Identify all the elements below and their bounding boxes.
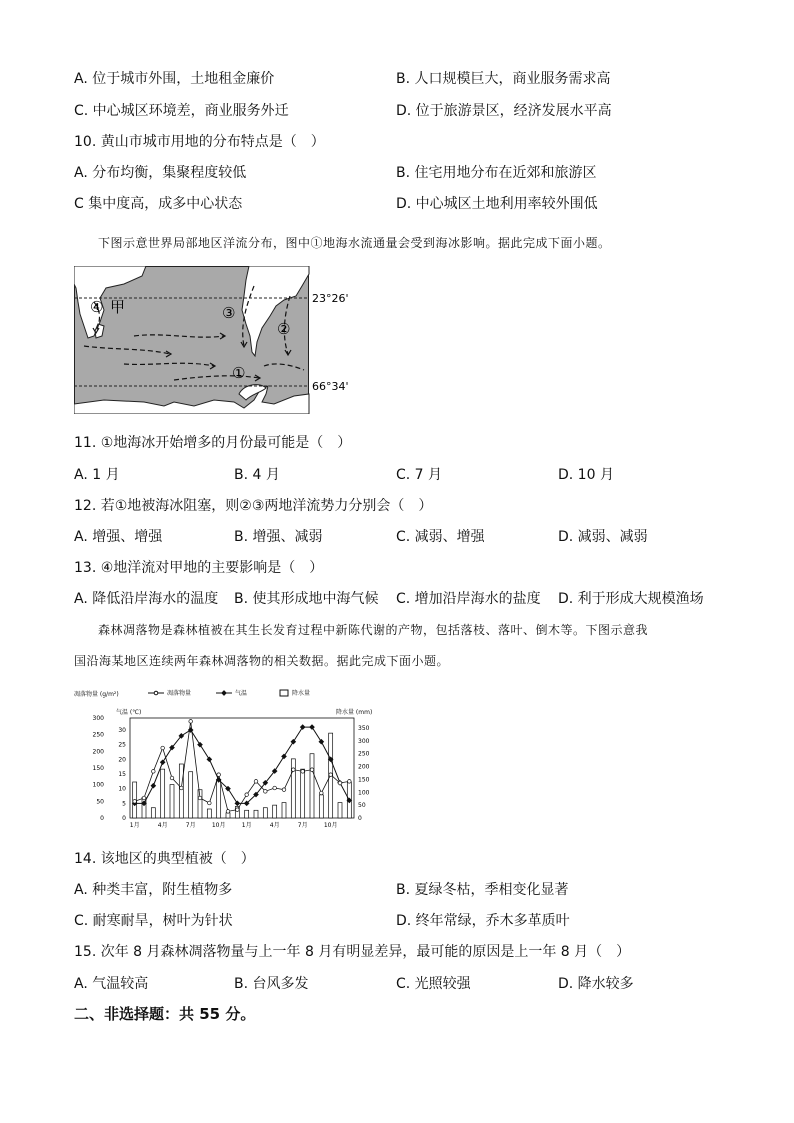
temperature-point bbox=[151, 783, 157, 789]
litter-point bbox=[236, 808, 240, 812]
marker-3: ③ bbox=[222, 304, 236, 322]
precip-bar bbox=[254, 810, 258, 818]
precip-bar bbox=[198, 790, 202, 818]
precip-bar bbox=[189, 772, 193, 818]
precip-bar bbox=[207, 809, 211, 818]
litter-point bbox=[161, 746, 165, 750]
intro-ocean-currents: 下图示意世界局部地区洋流分布，图中①地海水流通量会受到海冰影响。据此完成下面小题。 bbox=[98, 236, 611, 250]
y-left-axis-label: 凋落物量 (g/m²) bbox=[74, 691, 119, 698]
q14-option-d: D. 终年常绿，乔木多革质叶 bbox=[396, 913, 570, 929]
litter-point bbox=[133, 800, 137, 804]
y-left-tick: 200 bbox=[92, 748, 104, 756]
legend-litter: 凋落物量 bbox=[167, 690, 192, 697]
litter-point bbox=[301, 770, 305, 774]
temperature-point bbox=[291, 739, 297, 745]
ocean-current-map bbox=[74, 266, 364, 414]
y-mid-tick: 30 bbox=[118, 727, 126, 734]
precip-bar bbox=[179, 764, 183, 818]
q13-option-c: C. 增加沿岸海水的盐度 bbox=[396, 591, 541, 607]
litter-point bbox=[282, 788, 286, 792]
litter-point bbox=[245, 793, 249, 797]
y-mid-tick: 25 bbox=[118, 741, 126, 749]
precip-bar bbox=[310, 754, 314, 818]
precip-bar bbox=[245, 810, 249, 818]
temperature-point bbox=[197, 742, 203, 748]
temperature-point bbox=[281, 754, 287, 760]
precip-bar bbox=[217, 779, 221, 818]
y-right-tick: 100 bbox=[358, 789, 370, 797]
y-mid-tick: 10 bbox=[118, 785, 126, 793]
litter-point bbox=[217, 773, 221, 777]
y-right-tick: 350 bbox=[358, 725, 370, 732]
temperature-point bbox=[235, 801, 241, 807]
temperature-point bbox=[309, 724, 315, 730]
q15-option-c: C. 光照较强 bbox=[396, 976, 471, 992]
temperature-line bbox=[135, 727, 350, 803]
litter-point bbox=[226, 810, 230, 814]
legend-marker-precip bbox=[280, 690, 288, 696]
y-mid-tick: 15 bbox=[118, 771, 126, 778]
q11-option-d: D. 10 月 bbox=[558, 467, 614, 483]
q11-option-c: C. 7 月 bbox=[396, 467, 443, 483]
q10-option-c: C 集中度高，成多中心状态 bbox=[74, 196, 243, 212]
marker-2: ② bbox=[277, 320, 291, 338]
litter-point bbox=[254, 780, 258, 784]
q14-option-a: A. 种类丰富，附生植物多 bbox=[74, 882, 233, 898]
precip-bar bbox=[226, 813, 230, 818]
precip-bar bbox=[338, 803, 342, 818]
temperature-point bbox=[160, 759, 166, 765]
x-tick: 4月 bbox=[269, 822, 280, 829]
temperature-point bbox=[207, 757, 213, 763]
q13-option-a: A. 降低沿岸海水的温度 bbox=[74, 591, 219, 607]
legend-temp: 气温 bbox=[235, 690, 248, 697]
q14-stem: 14. 该地区的典型植被（ ） bbox=[74, 851, 255, 867]
litter-point bbox=[320, 791, 324, 795]
precip-bars bbox=[133, 733, 352, 818]
q15-option-b: B. 台风多发 bbox=[234, 976, 309, 992]
q15-option-d: D. 降水较多 bbox=[558, 976, 634, 992]
legend-precip: 降水量 bbox=[292, 690, 311, 697]
intro-litter-line1: 森林凋落物是森林植被在其生长发育过程中新陈代谢的产物，包括落枝、落叶、倒木等。下图示意我 bbox=[98, 623, 649, 637]
y-left-tick: 300 bbox=[92, 715, 104, 722]
section-2-heading: 二、非选择题：共 55 分。 bbox=[74, 1005, 256, 1023]
precip-bar bbox=[263, 808, 267, 818]
y-left-tick: 150 bbox=[92, 765, 104, 772]
litter-climate-chart bbox=[74, 688, 384, 834]
temperature-point bbox=[319, 739, 325, 745]
y-mid-tick: 0 bbox=[122, 815, 126, 822]
q12-option-d: D. 减弱、减弱 bbox=[558, 529, 648, 545]
q13-option-b: B. 使其形成地中海气候 bbox=[234, 591, 379, 607]
precip-bar bbox=[170, 785, 174, 818]
q9-option-c: C. 中心城区环境差，商业服务外迁 bbox=[74, 103, 289, 119]
y-right-tick: 300 bbox=[358, 737, 370, 745]
litter-point bbox=[198, 796, 202, 800]
y-right-tick: 50 bbox=[358, 802, 366, 810]
lat-label-polar: 66°34' bbox=[312, 380, 349, 393]
q11-stem: 11. ①地海冰开始增多的月份最可能是（ ） bbox=[74, 435, 352, 451]
temperature-point bbox=[188, 727, 194, 733]
x-tick: 4月 bbox=[157, 822, 168, 829]
precip-bar bbox=[161, 769, 165, 818]
precip-bar bbox=[282, 803, 286, 818]
q11-option-b: B. 4 月 bbox=[234, 467, 280, 483]
litter-point bbox=[189, 720, 193, 724]
q9-option-a: A. 位于城市外围，土地租金廉价 bbox=[74, 71, 275, 87]
q12-option-b: B. 增强、减弱 bbox=[234, 529, 323, 545]
litter-point bbox=[310, 768, 314, 772]
q15-stem: 15. 次年 8 月森林凋落物量与上一年 8 月有明显差异，最可能的原因是上一年 8 月（ ） bbox=[74, 944, 631, 960]
y-mid-tick: 5 bbox=[122, 800, 126, 808]
y-right-tick: 200 bbox=[358, 763, 370, 771]
y-left-tick: 0 bbox=[100, 815, 104, 822]
temperature-point bbox=[300, 724, 306, 730]
litter-point bbox=[329, 773, 333, 777]
q10-option-a: A. 分布均衡，集聚程度较低 bbox=[74, 165, 247, 181]
y-left-tick: 100 bbox=[92, 781, 104, 789]
q13-stem: 13. ④地洋流对甲地的主要影响是（ ） bbox=[74, 560, 324, 576]
y-left-tick: 50 bbox=[96, 798, 104, 806]
y-left-tick: 250 bbox=[92, 731, 104, 739]
litter-point bbox=[348, 780, 352, 784]
litter-point bbox=[292, 768, 296, 772]
q13-option-d: D. 利于形成大规模渔场 bbox=[558, 591, 704, 607]
litter-point bbox=[180, 786, 184, 790]
precip-bar bbox=[151, 808, 155, 818]
q10-stem: 10. 黄山市城市用地的分布特点是（ ） bbox=[74, 134, 325, 150]
marker-4: ④ bbox=[90, 298, 104, 316]
q14-option-c: C. 耐寒耐旱，树叶为针状 bbox=[74, 913, 233, 929]
litter-point bbox=[170, 776, 174, 780]
x-tick: 10月 bbox=[323, 822, 338, 829]
y-right-axis-label: 降水量 (mm) bbox=[336, 709, 373, 716]
marker-1: ① bbox=[232, 364, 246, 382]
q10-option-d: D. 中心城区土地利用率较外围低 bbox=[396, 196, 598, 212]
litter-point bbox=[338, 781, 342, 785]
litter-point bbox=[273, 786, 277, 790]
q12-stem: 12. 若①地被海冰阻塞，则②③两地洋流势力分别会（ ） bbox=[74, 498, 433, 514]
litter-point bbox=[142, 796, 146, 800]
legend-marker-litter bbox=[154, 691, 158, 695]
x-tick: 7月 bbox=[297, 822, 308, 829]
q11-option-a: A. 1 月 bbox=[74, 467, 120, 483]
y-mid-axis-label: 气温 (℃) bbox=[116, 709, 142, 716]
q10-option-b: B. 住宅用地分布在近郊和旅游区 bbox=[396, 165, 597, 181]
y-right-tick: 0 bbox=[358, 815, 362, 822]
q15-option-a: A. 气温较高 bbox=[74, 976, 149, 992]
marker-jia: 甲 bbox=[110, 298, 126, 316]
x-tick: 10月 bbox=[211, 822, 226, 829]
q12-option-c: C. 减弱、增强 bbox=[396, 529, 485, 545]
intro-litter-line2: 国沿海某地区连续两年森林凋落物的相关数据。据此完成下面小题。 bbox=[74, 654, 450, 668]
q14-option-b: B. 夏绿冬枯，季相变化显著 bbox=[396, 882, 569, 898]
y-right-tick: 150 bbox=[358, 776, 370, 784]
precip-bar bbox=[319, 795, 323, 818]
lat-label-tropic: 23°26' bbox=[312, 292, 349, 305]
q9-option-b: B. 人口规模巨大，商业服务需求高 bbox=[396, 71, 611, 87]
y-mid-tick: 20 bbox=[118, 756, 126, 764]
q12-option-a: A. 增强、增强 bbox=[74, 529, 163, 545]
litter-point bbox=[208, 801, 212, 805]
precip-bar bbox=[301, 769, 305, 818]
legend-marker-temp bbox=[221, 690, 227, 696]
q9-option-d: D. 位于旅游景区，经济发展水平高 bbox=[396, 103, 612, 119]
x-tick: 1月 bbox=[129, 822, 140, 829]
y-right-tick: 250 bbox=[358, 750, 370, 758]
x-tick: 1月 bbox=[241, 822, 252, 829]
litter-point bbox=[152, 770, 156, 774]
x-tick: 7月 bbox=[185, 822, 196, 829]
litter-point bbox=[264, 790, 268, 794]
precip-bar bbox=[273, 805, 277, 818]
